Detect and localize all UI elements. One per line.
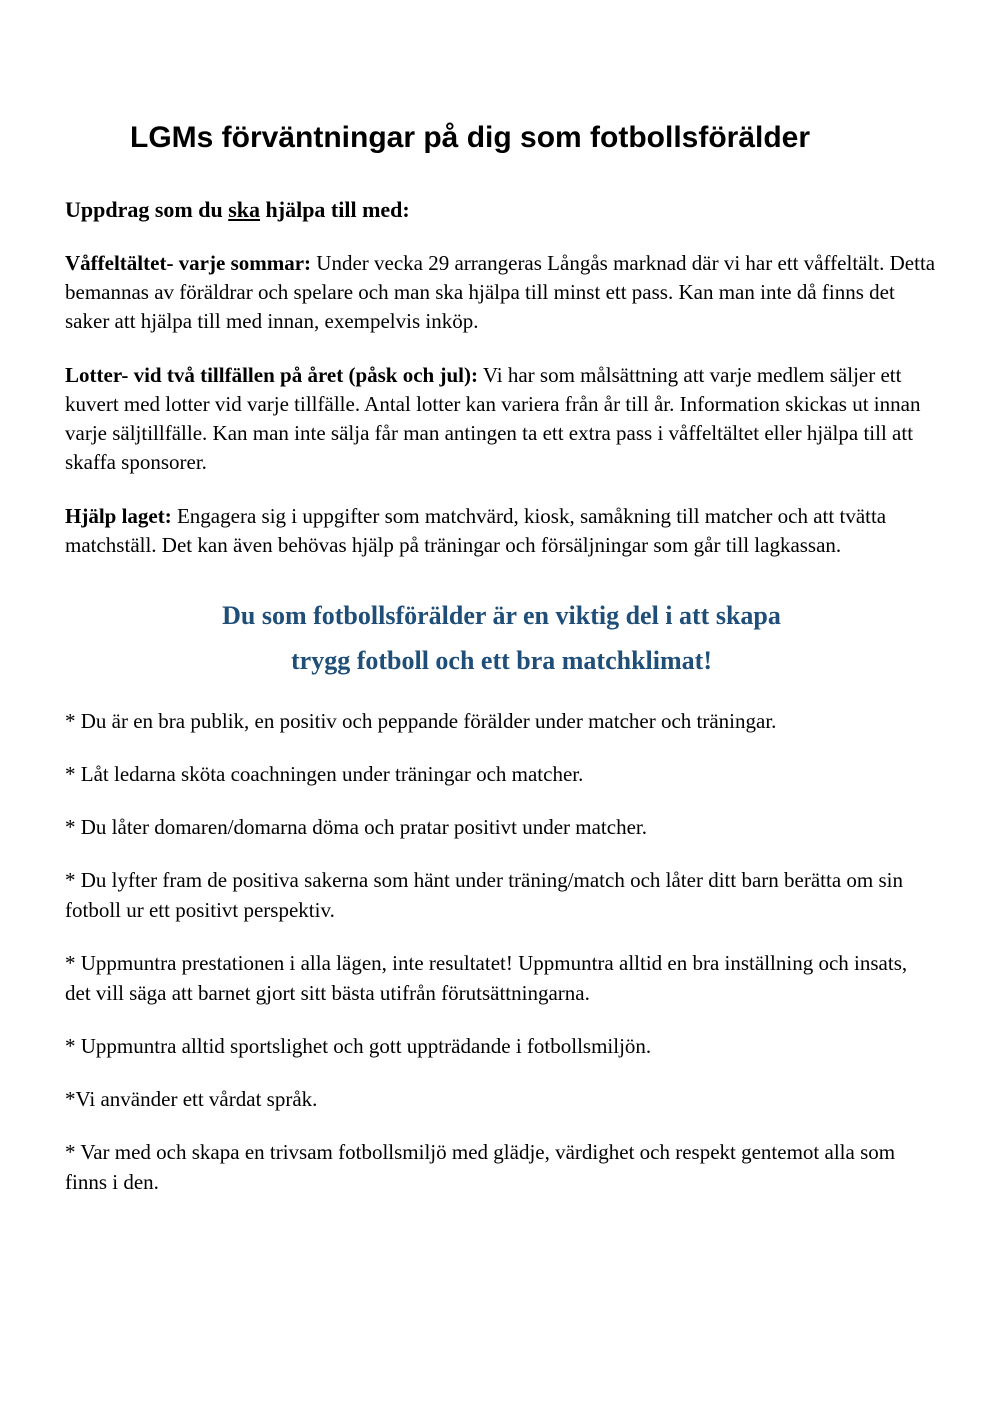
guideline-item: * Var med och skapa en trivsam fotbollsmiljö med glädje, värdighet och respekt gentemot alla som finns i den. bbox=[65, 1140, 896, 1194]
guideline-item: * Du lyfter fram de positiva sakerna som hänt under träning/match och låter ditt barn berätta om sin fotboll ur ett positivt perspektiv. bbox=[65, 868, 903, 922]
task-paragraph-vaffeltaltet bbox=[65, 249, 937, 336]
blue-heading-line1: Du som fotbollsförälder är en viktig del i att skapa bbox=[222, 601, 781, 630]
task-body: Under vecka 29 arrangeras Långås marknad där vi har ett våffeltält. Detta bemannas av föräldrar och spelare och man ska hjälpa till minst ett pass. Kan man inte då finns det saker att hjälpa till med innan, exempelvis inköp. bbox=[65, 251, 936, 333]
uppdrag-heading bbox=[65, 195, 938, 224]
task-lead: Våffeltältet- varje sommar: bbox=[65, 251, 312, 275]
task-paragraph-lotter bbox=[65, 361, 937, 477]
guideline-item: * Du är en bra publik, en positiv och peppande förälder under matcher och träningar. bbox=[65, 709, 777, 733]
guideline-item: * Du låter domaren/domarna döma och pratar positivt under matcher. bbox=[65, 815, 647, 839]
task-paragraph-hjalp-laget bbox=[65, 502, 937, 560]
blue-heading bbox=[65, 593, 938, 683]
guideline-item: *Vi använder ett vårdat språk. bbox=[65, 1087, 318, 1111]
page-title: LGMs förväntningar på dig som fotbollsförälder bbox=[130, 121, 811, 154]
task-body: Engagera sig i uppgifter som matchvärd, kiosk, samåkning till matcher och att tvätta matchställ. Det kan även behövas hjälp på träningar och försäljningar som går till lagkassan. bbox=[65, 504, 887, 557]
blue-heading-line2: trygg fotboll och ett bra matchklimat! bbox=[291, 646, 712, 675]
task-lead: Lotter- vid två tillfällen på året (påsk och jul): bbox=[65, 363, 478, 387]
guideline-item: * Uppmuntra alltid sportslighet och gott uppträdande i fotbollsmiljön. bbox=[65, 1034, 652, 1058]
guideline-item: * Uppmuntra prestationen i alla lägen, inte resultatet! Uppmuntra alltid en bra inställning och insats, det vill säga att barnet gjort sitt bästa utifrån förutsättningarna. bbox=[65, 951, 908, 1005]
uppdrag-heading-prefix: Uppdrag som du bbox=[65, 197, 229, 222]
task-body: Vi har som målsättning att varje medlem säljer ett kuvert med lotter vid varje tillfälle. Antal lotter kan variera från år till år. Information skickas ut innan varje säljtillfälle. Kan man inte sälja får man antingen ta ett extra pass i våffeltältet eller hjälpa till att skaffa sponsorer. bbox=[65, 363, 921, 474]
task-lead: Hjälp laget: bbox=[65, 504, 172, 528]
guideline-item: * Låt ledarna sköta coachningen under träningar och matcher. bbox=[65, 762, 584, 786]
uppdrag-heading-underlined: ska bbox=[228, 197, 261, 222]
uppdrag-heading-suffix: hjälpa till med: bbox=[260, 197, 410, 222]
